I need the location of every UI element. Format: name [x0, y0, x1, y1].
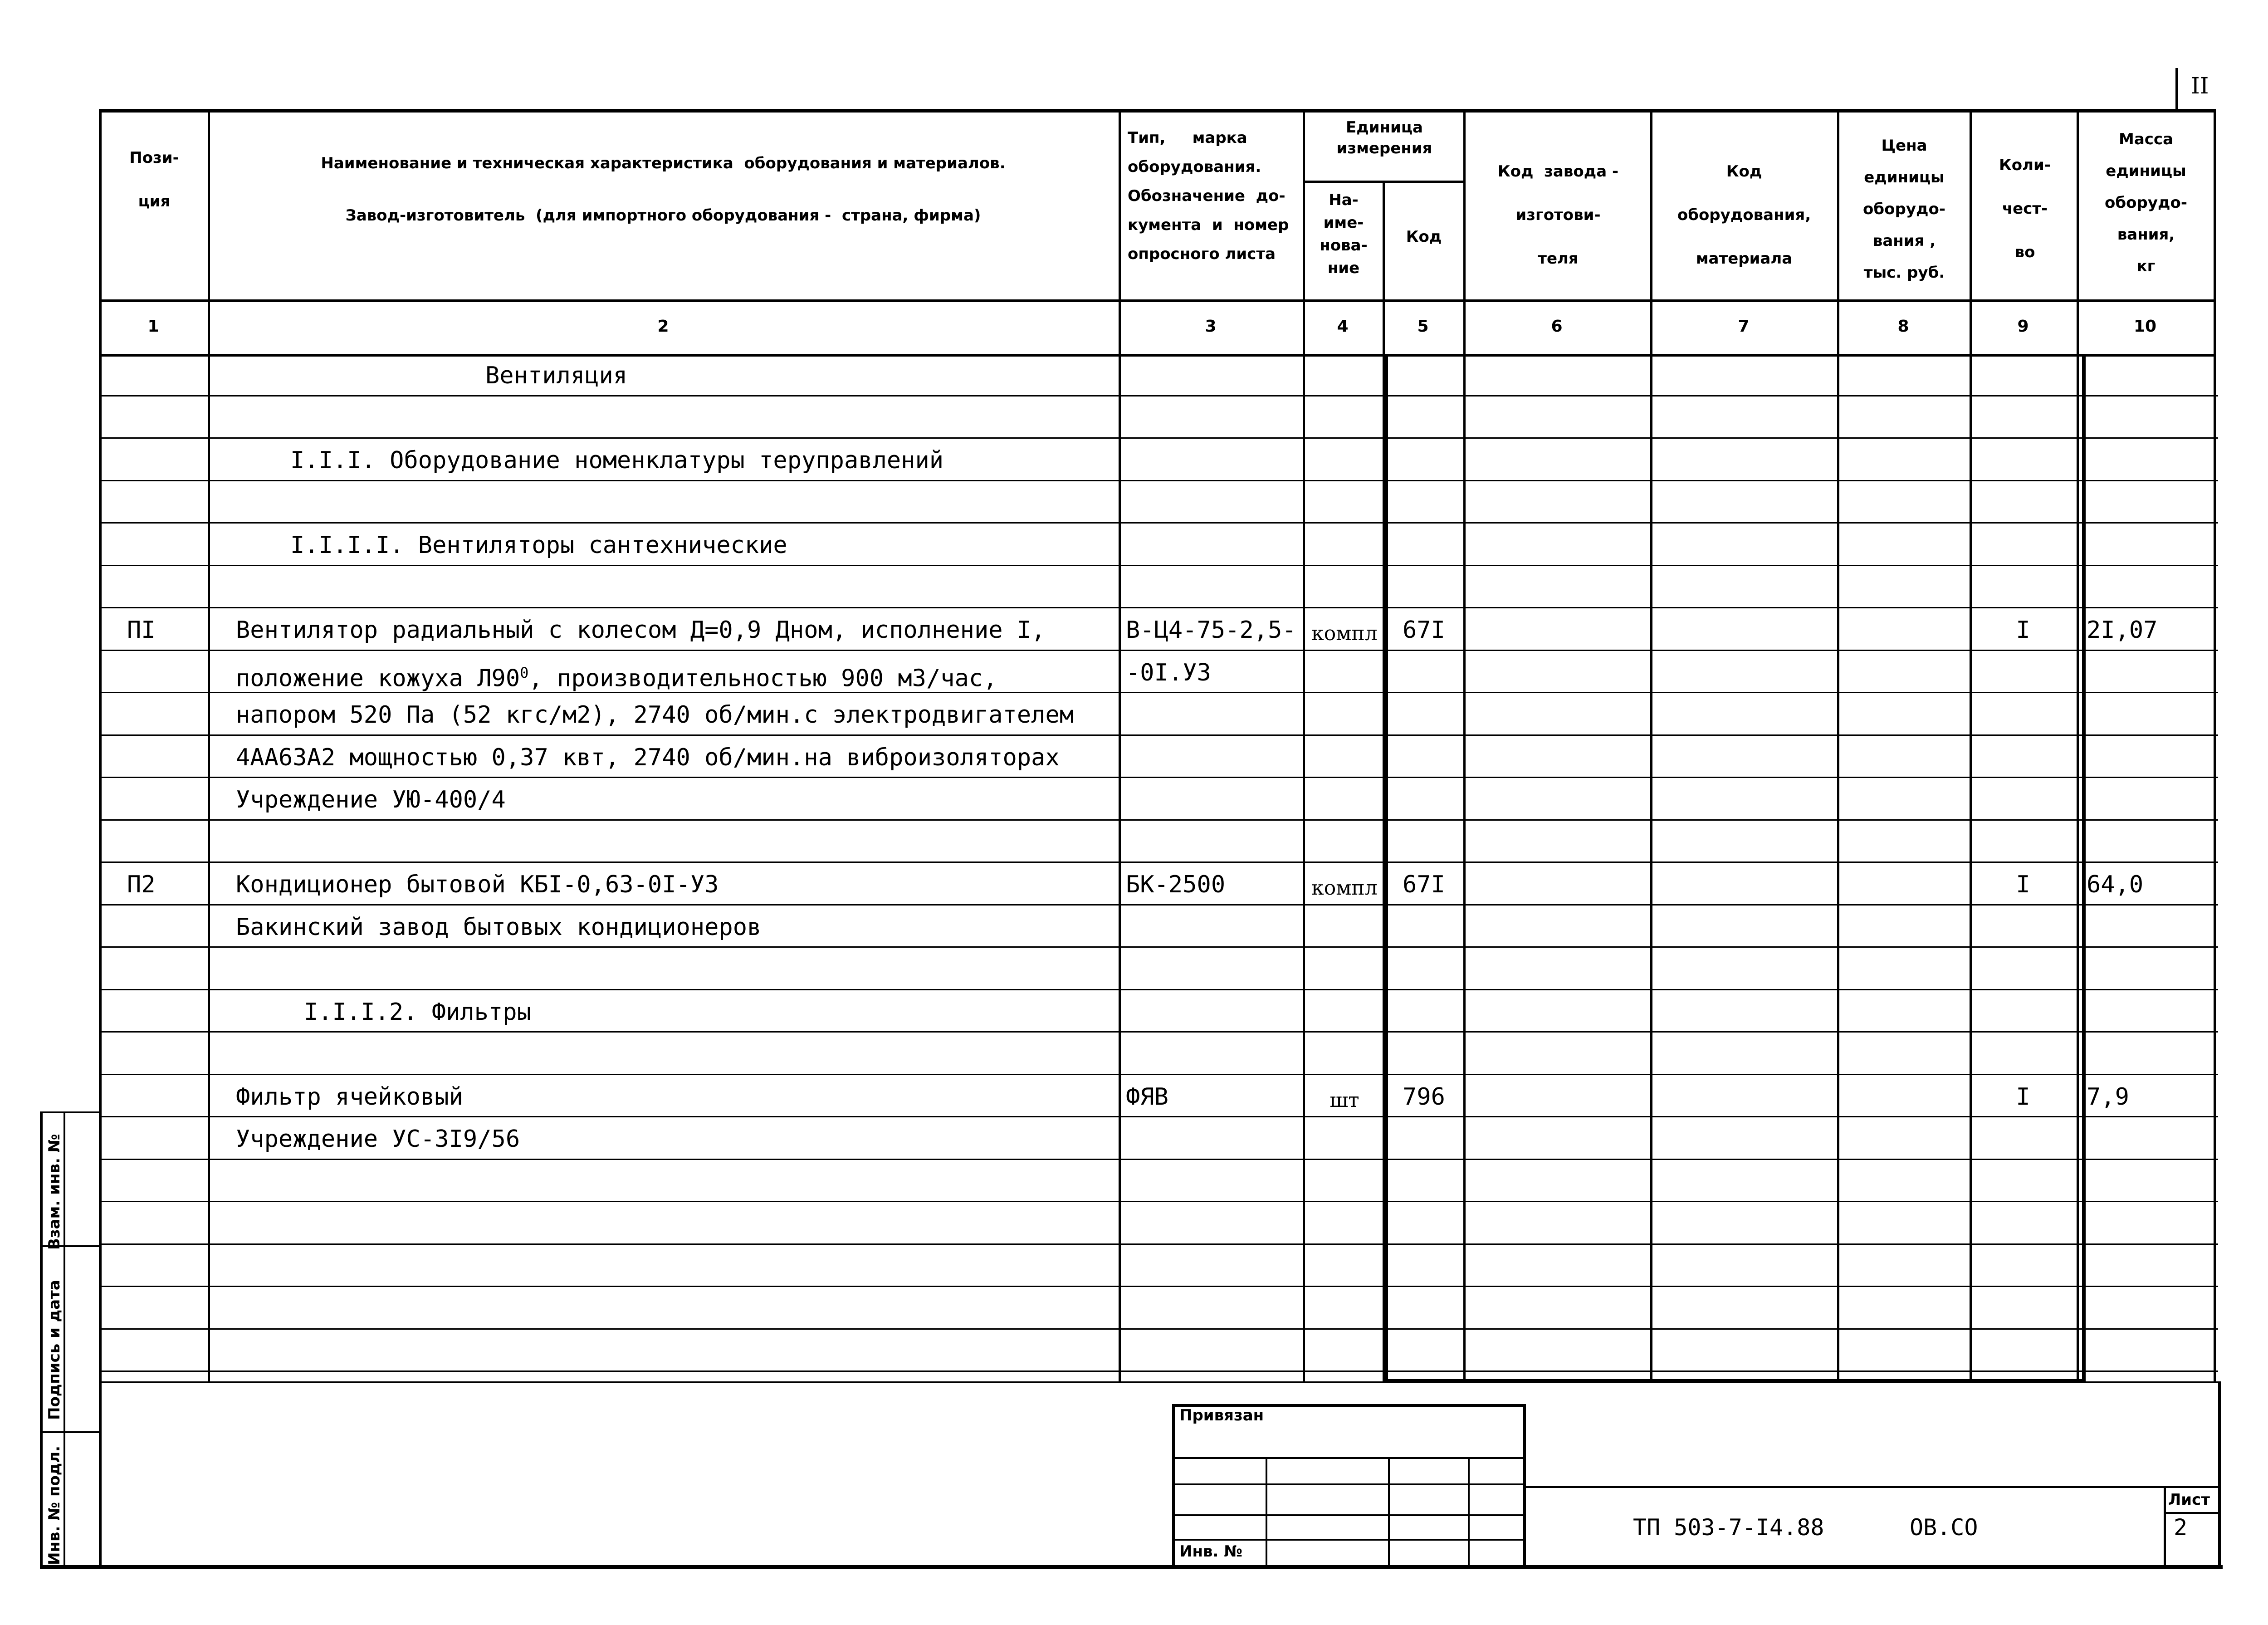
column-border — [2214, 109, 2216, 1381]
row-border — [99, 1328, 2218, 1330]
row-quantity: I — [2016, 1083, 2030, 1111]
row-name: Вентиляция — [485, 362, 628, 389]
row-border — [99, 734, 2218, 736]
row-name: Учреждение УС-3I9/56 — [236, 1126, 520, 1153]
header-name-line2: Завод-изготовитель (для импортного оборудования - страна, фирма) — [345, 206, 981, 225]
header-unit-name: На- име- нова- ние — [1320, 191, 1368, 277]
doc-code: ТП 503-7-I4.88 — [1633, 1514, 1824, 1541]
row-border — [99, 565, 2218, 566]
row-border — [99, 1031, 2218, 1033]
stamp-line — [1523, 1486, 2218, 1488]
doc-section: ОВ.СО — [1910, 1514, 1978, 1541]
row-name: Вентилятор радиальный с колесом Д=0,9 Дном, исполнение I, — [236, 617, 1046, 644]
header-position: Пози- ция — [129, 149, 179, 210]
row-name: I.I.I.I. Вентиляторы сантехнические — [290, 532, 787, 559]
row-border — [99, 777, 2218, 778]
row-name: I.I.I. Оборудование номенклатуры теруправлений — [290, 447, 944, 474]
row-position: ПI — [127, 617, 156, 644]
column-number: 2 — [657, 317, 669, 336]
row-border — [99, 522, 2218, 524]
row-border — [99, 989, 2218, 990]
header-name-line1: Наименование и техническая характеристика оборудования и материалов. — [321, 154, 1006, 172]
stamp-line — [1266, 1457, 1267, 1566]
row-quantity: I — [2016, 617, 2030, 644]
row-unit-code: 67I — [1403, 871, 1445, 898]
row-name-tail: , производительностью 900 м3/час, — [528, 664, 997, 692]
row-border — [99, 395, 2218, 396]
column-number: 8 — [1897, 317, 1909, 336]
column-number: 9 — [2017, 317, 2029, 336]
row-name: Учреждение УЮ-400/4 — [236, 786, 506, 813]
side-label-inv: Инв. № подл. — [45, 1445, 64, 1565]
row-name: I.I.I.2. Фильтры — [304, 998, 531, 1026]
stamp-line — [1172, 1539, 1523, 1541]
row-border — [99, 1243, 2218, 1245]
stamp-line — [1172, 1483, 1523, 1485]
stamp-line — [2164, 1512, 2218, 1514]
column-border — [1463, 109, 1466, 1381]
header-manufacturer-code: Код завода - изготови- теля — [1497, 162, 1619, 268]
row-name: 4АА63А2 мощностью 0,37 квт, 2740 об/мин.на виброизоляторах — [236, 744, 1060, 771]
header-quantity: Коли- чест- во — [1999, 156, 2051, 261]
row-border — [99, 1201, 2218, 1202]
column-border — [99, 109, 102, 1381]
column-number: 10 — [2133, 317, 2157, 336]
row-border — [99, 480, 2218, 481]
row-name-superscript: 0 — [520, 664, 529, 681]
column-border — [2077, 109, 2079, 1381]
page-right-border — [2218, 1381, 2221, 1565]
side-label-vzam: Взам. инв. № — [45, 1134, 64, 1250]
header-equipment-code: Код оборудования, материала — [1677, 162, 1811, 268]
row-unit: компл — [1311, 876, 1378, 900]
side-frame — [40, 1111, 102, 1113]
row-name: Фильтр ячейковый — [236, 1083, 463, 1111]
row-border — [99, 1074, 2218, 1075]
column-border — [1837, 109, 1839, 1381]
row-position: П2 — [127, 871, 156, 898]
row-border — [99, 607, 2218, 608]
table-top-border — [99, 109, 2214, 113]
row-border — [99, 437, 2218, 439]
row-border — [99, 1116, 2218, 1117]
row-name: Бакинский завод бытовых кондиционеров — [236, 913, 762, 941]
side-frame — [40, 1111, 43, 1565]
stamp-line — [1172, 1404, 1175, 1566]
stamp-line — [1523, 1404, 1526, 1566]
column-number: 1 — [147, 317, 159, 336]
row-type: В-Ц4-75-2,5- — [1126, 617, 1296, 644]
stamp-inv-no: Инв. № — [1179, 1542, 1243, 1561]
page-bottom-border — [40, 1565, 2223, 1569]
stamp-line — [1172, 1457, 1523, 1459]
row-mass: 7,9 — [2087, 1083, 2129, 1111]
row-unit-code: 796 — [1403, 1083, 1445, 1111]
header-unit-code: Код — [1406, 228, 1442, 246]
row-border — [99, 692, 2218, 693]
column-border — [1303, 109, 1305, 1381]
row-unit: компл — [1311, 622, 1378, 645]
row-border — [99, 1159, 2218, 1160]
row-unit-code: 67I — [1403, 617, 1445, 644]
side-frame — [64, 1111, 65, 1565]
header-unit-price: Цена единицы оборудо- вания , тыс. руб. — [1863, 137, 1945, 282]
column-border — [208, 109, 210, 1381]
table-bottom-border — [99, 1381, 2218, 1383]
page-left-border — [99, 1381, 102, 1565]
column-border — [1970, 109, 1972, 1381]
row-border — [99, 904, 2218, 905]
row-border — [99, 650, 2218, 651]
row-mass: 2I,07 — [2087, 617, 2158, 644]
column-number: 6 — [1551, 317, 1563, 336]
row-border — [99, 1286, 2218, 1287]
column-border — [1650, 109, 1652, 1381]
side-frame — [40, 1431, 102, 1433]
row-unit: шт — [1330, 1088, 1359, 1112]
stamp-privyazan: Привязан — [1179, 1406, 1264, 1424]
number-row-bottom-border — [99, 354, 2214, 357]
row-quantity: I — [2016, 871, 2030, 898]
row-name: Кондиционер бытовой КБI-0,63-0I-У3 — [236, 871, 719, 898]
row-border — [99, 861, 2218, 863]
row-name: положение кожуха $Л90^0$, производительностью 900 м3/час, — [236, 664, 997, 692]
thick-column-border — [1384, 354, 1388, 1381]
column-number: 3 — [1205, 317, 1217, 336]
row-type: -0I.У3 — [1126, 659, 1211, 686]
page-number-divider — [2175, 68, 2178, 109]
stamp-line — [2164, 1486, 2166, 1566]
page-number: II — [2191, 73, 2209, 99]
row-border — [99, 1370, 2218, 1372]
sheet-number: 2 — [2174, 1514, 2188, 1541]
header-type: Тип, марка оборудования. Обозначение до- кумента и номер опросного листа — [1128, 129, 1289, 263]
row-type: БК-2500 — [1126, 871, 1226, 898]
column-number: 4 — [1337, 317, 1349, 336]
sheet-label: Лист — [2168, 1491, 2210, 1509]
stamp-line — [1468, 1457, 1470, 1566]
row-border — [99, 819, 2218, 821]
header-bottom-border — [99, 299, 2214, 302]
row-name: напором 520 Па (52 кгс/м2), 2740 об/мин.с электродвигателем — [236, 701, 1074, 729]
column-number: 5 — [1417, 317, 1429, 336]
header-unit-group: Единица измерения — [1336, 118, 1432, 157]
row-border — [99, 946, 2218, 948]
row-type: ФЯВ — [1126, 1083, 1168, 1111]
side-label-podpis: Подпись и дата — [45, 1280, 64, 1420]
row-mass: 64,0 — [2087, 871, 2144, 898]
column-border — [1119, 109, 1121, 1381]
thick-column-border — [2082, 354, 2086, 1381]
column-number: 7 — [1738, 317, 1750, 336]
stamp-line — [1172, 1514, 1523, 1516]
header-unit-mass: Масса единицы оборудо- вания, кг — [2105, 130, 2187, 275]
stamp-line — [1388, 1457, 1390, 1566]
